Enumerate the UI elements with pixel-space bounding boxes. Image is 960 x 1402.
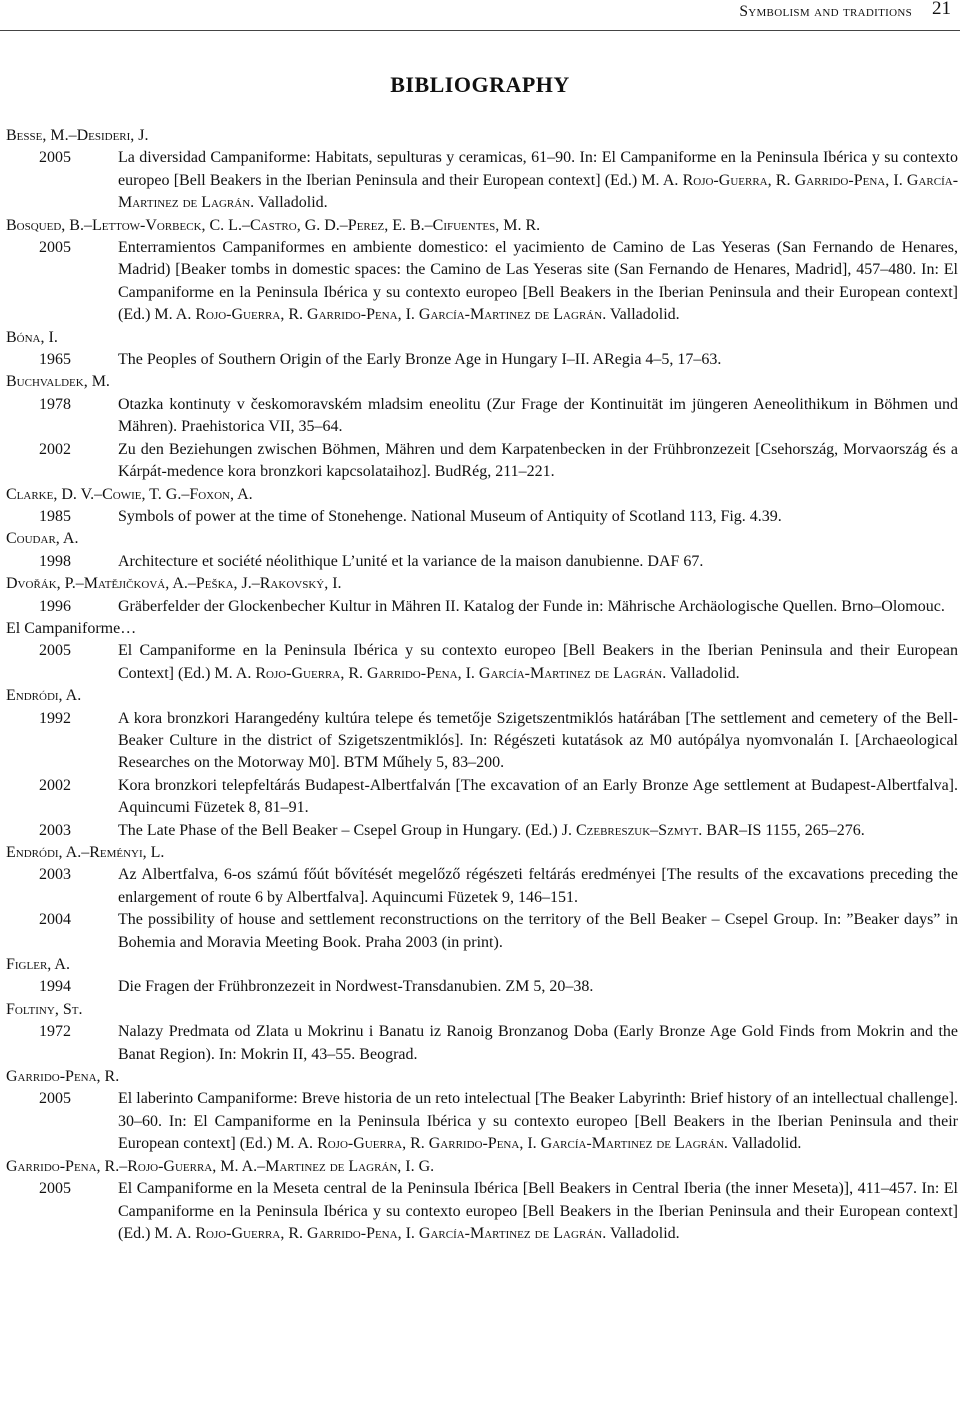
bibliography-entry [6,842,958,954]
reference-fragment: , I. [397,306,419,324]
reference-fragment: , R. [280,1224,308,1242]
entry-author: Garrido-Pena, R.–Rojo-Guerra, M. A.–Martinez de Lagrán, I. G. [6,1157,435,1175]
reference-fragment: , I. [885,171,907,189]
reference-year: 2003 [39,821,71,839]
reference-fragment: El Campaniforme en la Peninsula Ibérica y su contexto europeo [Bell Beakers in the Iberian Peninsula and their European Context] (Ed.) M. A. [118,642,958,682]
reference [6,1178,958,1245]
reference-text [118,349,958,371]
reference-fragment: Kora bronzkori telepfeltárás Budapest-Albertfalván [The excavation of an Early Bronze Age settlement at Budapest-Albertfalva]. Aquincumi Füzetek 8, 81–91. [118,776,958,817]
entry-author: Garrido-Pena, R. [6,1068,120,1086]
reference-fragment: The Peoples of Southern Origin of the Early Bronze Age in Hungary I–II. ARegia 4–5, 17–63. [118,351,722,369]
reference-year: 1996 [39,597,71,615]
reference-text [118,864,958,909]
reference [6,349,958,371]
reference-fragment: The possibility of house and settlement reconstructions on the territory of the Bell Beaker – Csepel Group. In: ”Beaker days” in Bohemia and Moravia Meeting Book. Praha 2003 (in print). [118,911,958,951]
reference-text [118,909,958,954]
reference-text [118,237,958,327]
bibliography-entry [6,215,958,327]
entry-author: Clarke, D. V.–Cowie, T. G.–Foxon, A. [6,485,253,503]
reference-text [118,439,958,484]
bibliography-entry [6,954,958,999]
reference-year: 2005 [39,239,71,257]
reference-fragment: . BAR–IS 1155, 265–276. [698,821,865,839]
reference-fragment: , I. [519,1135,541,1153]
entry-author: Endródi, A. [6,687,82,705]
entry-author: El Campaniforme… [6,619,137,637]
entry-author: Bóna, I. [6,328,58,346]
reference-fragment: Zu den Beziehungen zwischen Böhmen, Mähren und dem Karpatenbecken in der Frühbronzezeit [Csehország, Morvaország és a Kárpát-medence kora bronzkori kapcsolataihoz]. BudRég, 211–221. [118,440,958,481]
reference-text [118,976,958,998]
bibliography-entry [6,125,958,215]
reference [6,864,958,909]
entry-author: Figler, A. [6,956,70,974]
cited-author: Rojo-Guerra [255,664,341,682]
cited-author: García-Martinez de Lagrán [118,171,959,212]
reference-text [118,1088,958,1155]
reference-fragment: , I. [457,664,479,682]
bibliography-entry [6,1156,958,1246]
reference-fragment: , R. [402,1135,429,1153]
cited-author: Garrido-Pena [307,306,398,324]
cited-author: García-Martinez de Lagrán [418,1224,603,1242]
cited-author: García-Martinez de Lagrán [478,664,663,682]
reference-text [118,596,958,618]
reference-fragment: Die Fragen der Frühbronzezeit in Nordwest-Transdanubien. ZM 5, 20–38. [118,978,594,996]
cited-author: Rojo-Guerra [195,306,281,324]
reference-year: 2005 [39,1090,71,1108]
reference-fragment: El Campaniforme en la Meseta central de la Peninsula Ibérica [Bell Beakers in Central Iberia (the inner Meseta)], 411–457. In: El Campaniforme en la Peninsula Ibérica y su contexto europeo [Bell Beakers in the Iberian Peninsula and their European context] (Ed.) M. A. [118,1180,958,1242]
reference-year: 2003 [39,866,71,884]
reference-fragment: Az Albertfalva, 6-os számú főút bővítését megelőző régészeti feltárás eredményei [The results of the excavations preceding the enlargement of route 6 by Albertfalva]. Aquincumi Füzetek 9, 146–151. [118,866,958,906]
reference [6,394,958,439]
reference-text [118,775,958,820]
reference-fragment: Gräberfelder der Glockenbecher Kultur in Mähren II. Katalog der Funde in: Mährische Archäologische Quellen. Brno–Olomouc. [118,597,945,615]
reference-fragment: , R. [767,171,795,189]
bibliography-entry [6,371,958,483]
reference-year: 1994 [39,978,71,996]
bibliography-entry [6,999,958,1066]
reference-year: 2004 [39,911,71,929]
bibliography-list [6,125,958,1245]
reference-fragment: . Valladolid. [723,1135,802,1153]
entry-author: Foltiny, St. [6,1000,83,1018]
reference-fragment: , R. [340,664,368,682]
reference [6,506,958,528]
reference [6,909,958,954]
reference-fragment: . Valladolid. [662,664,740,682]
entry-author: Bosqued, B.–Lettow-Vorbeck, C. L.–Castro, G. D.–Perez, E. B.–Cifuentes, M. R. [6,216,541,234]
reference [6,1021,958,1066]
reference [6,640,958,685]
reference-year: 2005 [39,1180,71,1198]
bibliography-entry [6,1066,958,1156]
reference-year: 2005 [39,642,71,660]
reference-fragment: La diversidad Campaniforme: Habitats, sepulturas y ceramicas, 61–90. In: El Campaniforme en la Peninsula Ibérica y su contexto europeo [Bell Beakers in the Iberian Peninsula and their European context] (Ed.) M. A. [118,149,958,189]
reference-year: 2005 [39,149,71,167]
bibliography-entry [6,618,958,685]
reference [6,775,958,820]
reference-year: 1972 [39,1023,71,1041]
reference [6,237,958,327]
entry-author: Dvořák, P.–Matějičková, A.–Peška, J.–Rakovský, I. [6,575,342,593]
reference [6,708,958,775]
reference-text [118,394,958,439]
reference-year: 1978 [39,395,71,413]
cited-author: Rojo-Guerra [195,1224,281,1242]
reference-year: 1965 [39,351,71,369]
reference-year: 2002 [39,776,71,794]
page-title: BIBLIOGRAPHY [390,72,570,97]
reference-text [118,1021,958,1066]
cited-author: García-Martinez de Lagrán [540,1135,724,1153]
reference-fragment: . Valladolid. [250,194,328,212]
reference-year: 1998 [39,552,71,570]
entry-author: Besse, M.–Desideri, J. [6,127,149,144]
cited-author: Garrido-Pena [367,664,458,682]
bibliography-entry [6,327,958,372]
reference [6,976,958,998]
reference-fragment: Nalazy Predmata od Zlata u Mokrinu i Banatu iz Ranoig Bronzanog Doba (Early Bronze Age Gold Finds from Mokrin and the Banat Region). In: Mokrin II, 43–55. Beograd. [118,1023,958,1063]
cited-author: Garrido-Pena [307,1224,398,1242]
reference-fragment: Otazka kontinuty v českomoravském mladsim eneolitu (Zur Frage der Kontinuität im jüngeren Aeneolithikum in Böhmen und Mähren). Praehistorica VII, 35–64. [118,395,958,436]
cited-author: Rojo-Guerra [317,1135,403,1153]
entry-author: Coudar, A. [6,530,79,548]
reference-fragment: . Valladolid. [602,1224,680,1242]
reference-fragment: . Valladolid. [602,306,680,324]
reference-fragment: El laberinto Campaniforme: Breve historia de un reto intelectual [The Beaker Labyrinth: Brief history of an intellectual challenge]. 30–60. In: El Campaniforme en la Peninsula Ibérica y su contexto europeo [Bell Beakers in the Iberian Peninsula and their European context] (Ed.) M. A. [118,1090,958,1153]
reference [6,439,958,484]
reference-text [118,640,958,685]
reference-fragment: Symbols of power at the time of Stonehenge. National Museum of Antiquity of Scotland 113, Fig. 4.39. [118,507,782,525]
bibliography-entry [6,484,958,529]
cited-author: Garrido-Pena [794,171,886,189]
reference-fragment: , R. [280,306,308,324]
cited-author: García-Martinez de Lagrán [418,306,603,324]
reference-fragment: A kora bronzkori Harangedény kultúra telepe és temetője Szigetszentmiklós határában [The settlement and cemetery of the Bell-Beaker Culture in the district of Szigetszentmiklós]. In: Régészeti kutatások az M0 autópálya nyomvonalán I. [Archaeological Researches on the Motorway M0]. BTM Műhely 5, 83–200. [118,709,958,772]
reference [6,1088,958,1155]
reference [6,147,958,214]
reference [6,551,958,573]
reference-year: 1992 [39,709,71,727]
reference-text [118,708,958,775]
entry-author: Buchvaldek, M. [6,373,110,391]
reference [6,596,958,618]
reference-year: 1985 [39,507,71,525]
reference-fragment: , I. [397,1224,419,1242]
running-title: Symbolism and traditions [739,3,912,20]
cited-author: Czebreszuk–Szmyt [575,821,699,839]
bibliography-entry [6,528,958,573]
entry-author: Endródi, A.–Reményi, L. [6,844,165,861]
reference-text [118,147,958,214]
reference-text [118,1178,958,1245]
bibliography-entry [6,573,958,618]
reference-text [118,551,958,573]
reference-text [118,506,958,528]
reference-year: 2002 [39,440,71,458]
page-number: 21 [932,0,951,19]
running-header [0,0,960,31]
cited-author: Rojo-Guerra [682,171,768,189]
reference-fragment: The Late Phase of the Bell Beaker – Csepel Group in Hungary. (Ed.) J. [118,821,576,839]
cited-author: Garrido-Pena [428,1135,520,1153]
reference-text [118,820,958,842]
reference [6,820,958,842]
reference-fragment: Enterramientos Campaniformes en ambiente domestico: el yacimiento de Camino de Las Yeseras (San Fernando de Henares, Madrid) [Beaker tombs in domestic spaces: the Camino de Las Yeseras site (San Fernando de Henares, Madrid], 457–480. In: El Campaniforme en la Peninsula Ibérica y su contexto europeo [Bell Beakers in the Iberian Peninsula and their European context] (Ed.) M. A. [118,239,958,324]
bibliography-entry [6,685,958,842]
reference-fragment: Architecture et société néolithique L’unité et la variance de la maison danubienne. DAF 67. [118,552,704,570]
